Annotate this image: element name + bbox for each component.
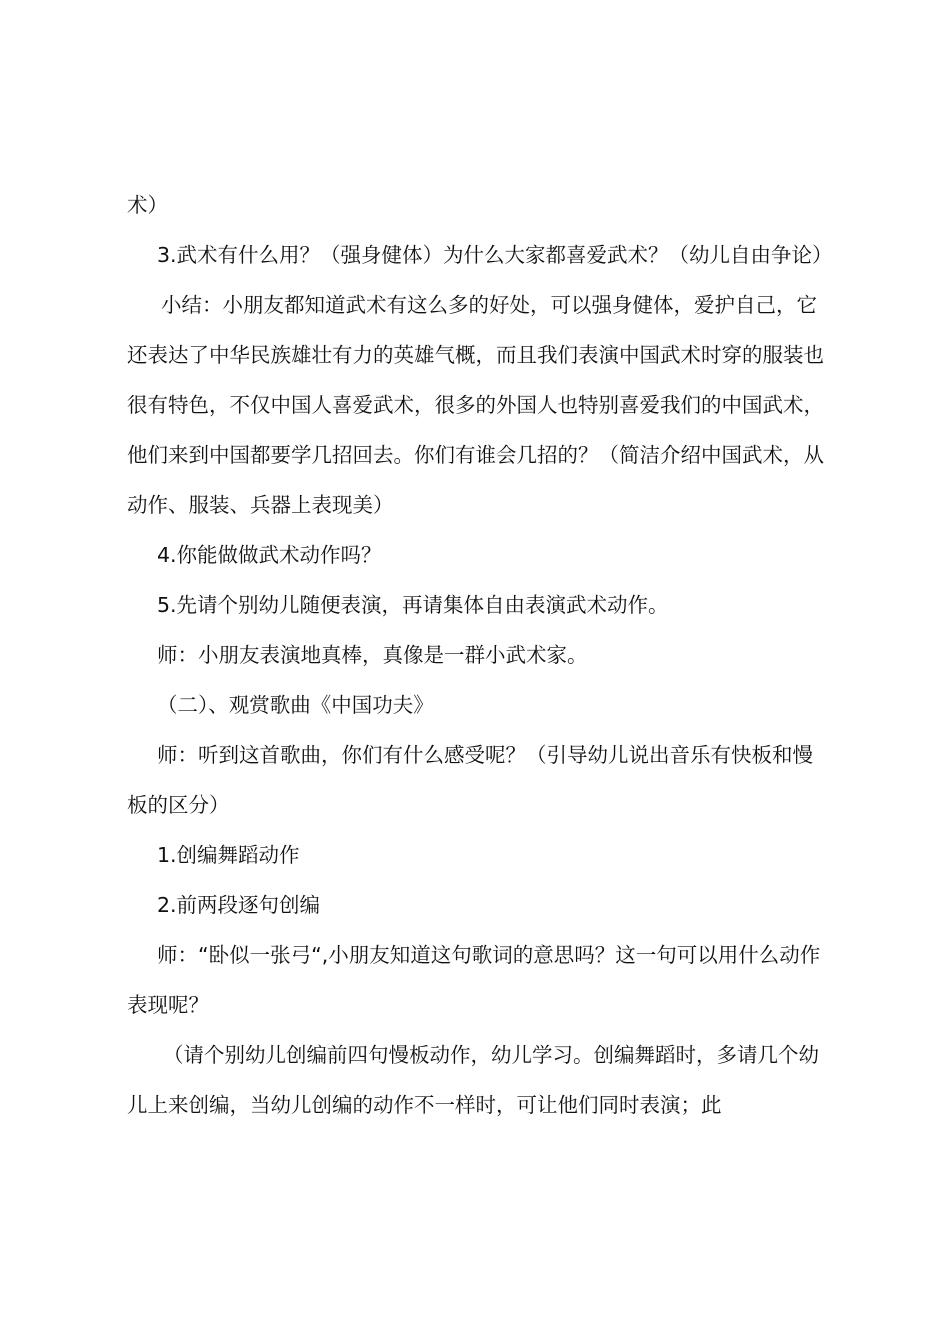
paragraph-2: 3.武术有什么用？（强身健体）为什么大家都喜爱武术？（幼儿自由争论） — [157, 243, 833, 267]
paragraph-teacher-2: 师：听到这首歌曲，你们有什么感受呢？（引导幼儿说出音乐有快板和慢板的区分） — [127, 743, 813, 817]
paragraph-5: 5.先请个别幼儿随便表演，再请集体自由表演武术动作。 — [157, 593, 669, 617]
paragraph-1: 术） — [127, 193, 168, 217]
paragraph-note: （请个别幼儿创编前四句慢板动作，幼儿学习。创编舞蹈时，多请几个幼儿上来创编，当幼儿创编的动作不一样时，可让他们同时表演；此 — [127, 1043, 819, 1117]
list-item-1: 1.创编舞蹈动作 — [157, 843, 300, 867]
section-heading: （二）、观赏歌曲《中国功夫》 — [157, 693, 434, 717]
paragraph-summary: 小结：小朋友都知道武术有这么多的好处，可以强身健体，爱护自己，它还表达了中华民族雄壮有力的英雄气概，而且我们表演中国武术时穿的服装也很有特色，不仅中国人喜爱武术，很多的外国人也特别喜爱我们的中国武术，他们来到中国都要学几招回去。你们有谁会几招的？（简洁介绍中国武术，从动作、服装、兵器上表现美） — [127, 293, 824, 517]
paragraph-teacher-1: 师：小朋友表演地真棒，真像是一群小武术家。 — [157, 643, 588, 667]
list-item-2: 2.前两段逐句创编 — [157, 893, 321, 917]
paragraph-teacher-3: 师：“卧似一张弓“,小朋友知道这句歌词的意思吗？这一句可以用什么动作表现呢？ — [127, 943, 821, 1017]
document-body — [127, 180, 833, 1130]
paragraph-4: 4.你能做做武术动作吗？ — [157, 543, 382, 567]
